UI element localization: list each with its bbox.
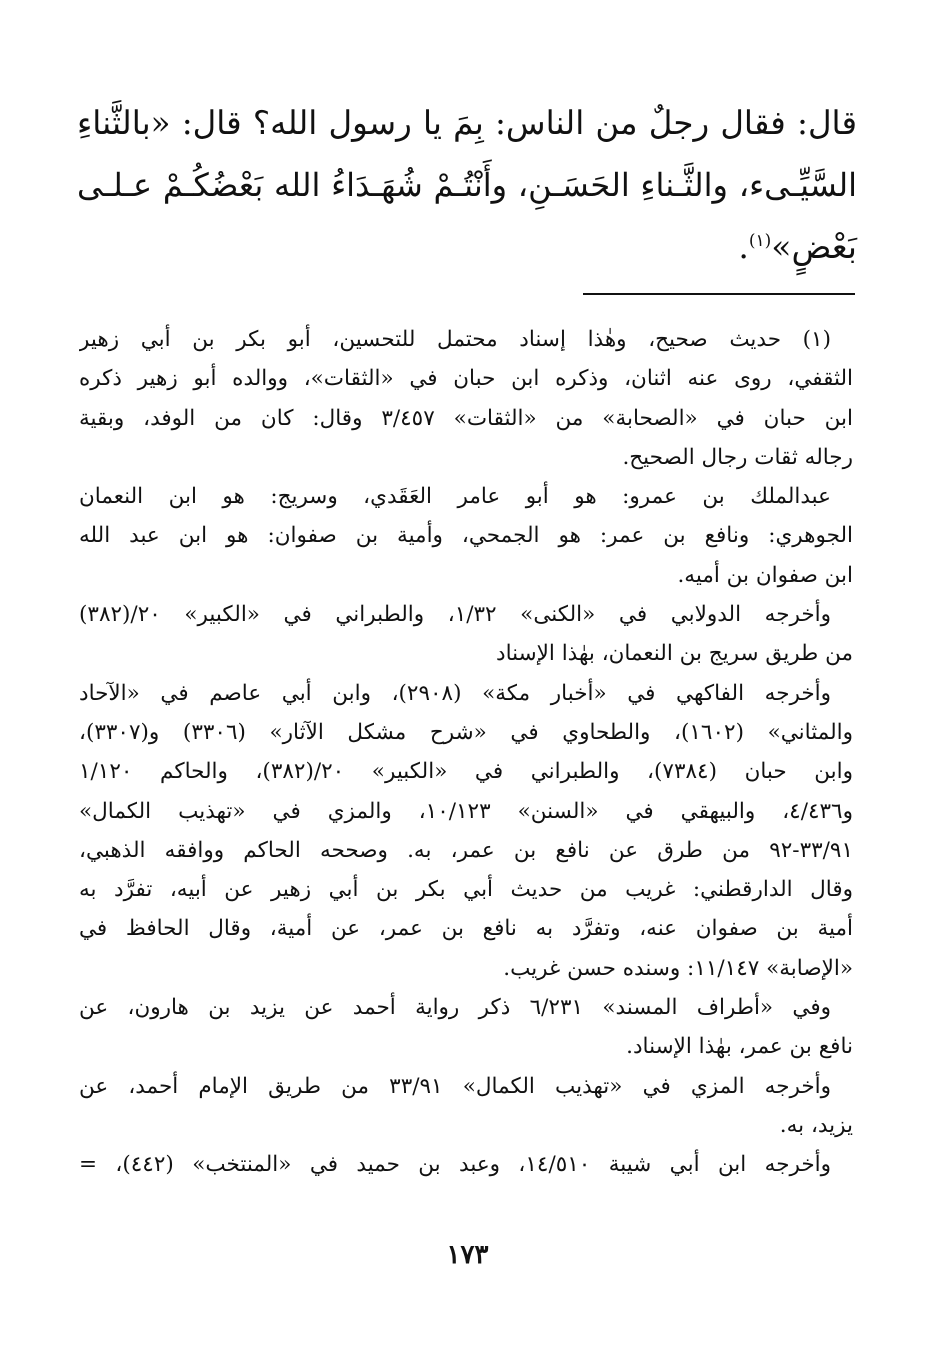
footnote-line: ابن صفوان بن أميه.	[677, 562, 853, 588]
footnote-line: وأخرجه الفاكهي في «أخبار مكة» (٢٩٠٨)، وابن أبي عاصم في «الآحاد	[79, 680, 831, 706]
footnote-line: الثقفي، روى عنه اثنان، وذكره ابن حبان في «الثقات»، ووالده أبو زهير ذكره	[79, 366, 853, 392]
footnote-line: وابن حبان (٧٣٨٤)، والطبراني في «الكبير» ٢٠/(٣٨٢)، والحاكم ١/١٢٠	[79, 759, 853, 785]
footnote-line: رجاله ثقات رجال الصحيح.	[622, 444, 853, 470]
footnote-line: و٤/٤٣٦، والبيهقي في «السنن» ١٠/١٢٣، والمزي في «تهذيب الكمال»	[79, 798, 853, 824]
main-line-3-period: .	[738, 227, 749, 266]
footnote-line: «الإصابة» ١١/١٤٧: وسنده حسن غريب.	[503, 955, 853, 981]
footnote-line: نافع بن عمر، بهٰذا الإسناد.	[626, 1034, 853, 1060]
footnote-line: من طريق سريج بن النعمان، بهٰذا الإسناد	[496, 641, 853, 667]
main-line-2: السَّيِّـىء، والثَّـناءِ الحَسَـنِ، وأَنْتُـمْ شُهَـدَاءُ الله بَعْضُكُـمْ عـلـى	[77, 166, 857, 204]
main-line-3	[77, 216, 857, 278]
footnote-line: يزيد، به.	[779, 1112, 853, 1138]
footnote-line: ٣٣/٩١-٩٢ من طرق عن نافع بن عمر، به. وصححه الحاكم ووافقه الذهبي،	[79, 837, 853, 863]
footnote-reference[interactable]: (١)	[748, 231, 772, 251]
page-number: ١٧٣	[446, 1240, 489, 1270]
footnote-line: وقال الدارقطني: غريب من حديث أبي بكر بن أبي زهير عن أبيه، تفرَّد به	[79, 877, 853, 903]
footnotes	[79, 320, 853, 1185]
footnote-line: عبدالملك بن عمرو: هو أبو عامر العَقَدي، وسريج: هو ابن النعمان	[79, 484, 831, 510]
footnote-line: وأخرجه المزي في «تهذيب الكمال» ٣٣/٩١ من طريق الإمام أحمد، عن	[79, 1073, 831, 1099]
footnote-line: (١) حديث صحيح، وهٰذا إسناد محتمل للتحسين، أبو بكر بن أبي زهير	[79, 327, 831, 352]
footnote-line: وفي «أطراف المسند» ٦/٢٣١ ذكر رواية أحمد عن يزيد بن هارون، عن	[79, 995, 831, 1021]
footnote-line: وأخرجه ابن أبي شيبة ١٤/٥١٠، وعبد بن حميد في «المنتخب» (٤٤٢)، =	[79, 1152, 831, 1178]
footnote-line: ابن حبان في «الصحابة» من «الثقات» ٣/٤٥٧ وقال: كان من الوفد، وبقية	[79, 405, 853, 431]
main-line-3-text: بَعْضٍ»	[771, 227, 857, 266]
footnote-line: الجوهري: ونافع بن عمر: هو الجمحي، وأمية بن صفوان: هو ابن عبد الله	[79, 523, 853, 549]
main-text	[77, 92, 857, 278]
footnote-line: أمية بن صفوان عنه، وتفرَّد به نافع بن عمر، عن أمية، وقال الحافظ في	[79, 916, 853, 942]
footnote-separator	[583, 293, 855, 295]
main-line-1: قال: فقال رجلٌ من الناس: بِمَ يا رسول الله؟ قال: «بالثَّناءِ	[77, 104, 857, 142]
footnote-line: والمثاني» (١٦٠٢)، والطحاوي في «شرح مشكل الآثار» (٣٣٠٦) و(٣٣٠٧)،	[79, 719, 853, 745]
footnote-line: وأخرجه الدولابي في «الكنى» ١/٣٢، والطبراني في «الكبير» ٢٠/(٣٨٢)	[79, 602, 831, 628]
